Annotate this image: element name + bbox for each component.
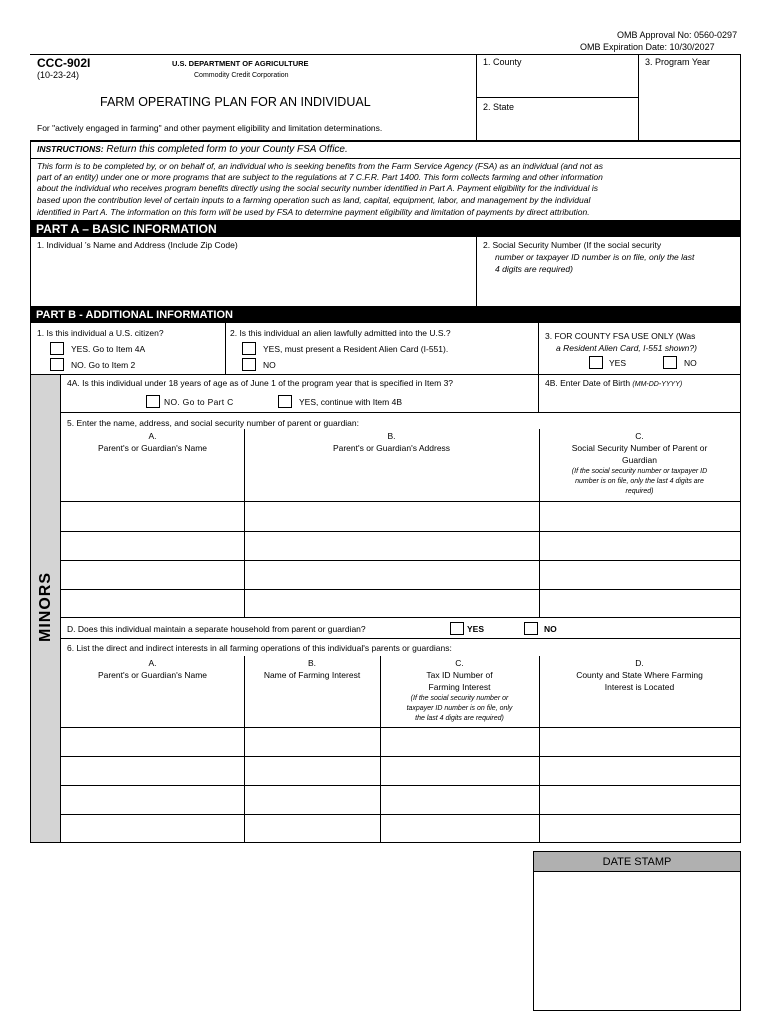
omb-expiration: OMB Expiration Date: 10/30/2027 <box>580 42 715 52</box>
rule <box>740 54 741 140</box>
q5-col-c-letter: C. <box>635 431 644 441</box>
program-year-field[interactable] <box>639 70 739 138</box>
qd-label: D. Does this individual maintain a separate household from parent or guardian? <box>67 624 366 634</box>
q2-yes-label: YES, must present a Resident Alien Card (I-551). <box>263 344 449 354</box>
form-purpose: For "actively engaged in farming" and other payment eligibility and limitation determinations. <box>37 123 383 133</box>
q5-col-a-letter: A. <box>148 431 157 441</box>
county-label: 1. County <box>483 57 522 67</box>
omb-approval: OMB Approval No: 0560-0297 <box>617 30 738 40</box>
date-of-birth-field[interactable] <box>540 391 739 410</box>
instructions-heading <box>37 145 348 155</box>
q1-yes-label: YES. Go to Item 4A <box>71 344 146 354</box>
q4a-no-label: NO. Go to Part C <box>164 397 234 407</box>
q5-col-c-note-3: required) <box>625 488 654 495</box>
instructions-line-2: part of an entity) under one or more programs that are subject to the regulations at 7 C.F.R. Part 1400. This form collects farming and other information <box>37 172 603 182</box>
q5-table-row[interactable] <box>61 532 244 560</box>
q1-yes-checkbox[interactable] <box>50 342 64 355</box>
rule <box>30 374 740 375</box>
q5-col-c-header-1: Social Security Number of Parent or <box>571 443 708 453</box>
q1-no-checkbox[interactable] <box>50 358 64 371</box>
q6-table-row[interactable] <box>61 728 244 756</box>
q4a-yes-label: YES, continue with Item 4B <box>299 397 402 407</box>
q4a-no-checkbox[interactable] <box>146 395 160 408</box>
rule <box>60 412 740 413</box>
q5-table-row[interactable] <box>61 502 244 531</box>
q6-col-c-note-2: taxpayer ID number is on file, only <box>406 705 513 712</box>
rule <box>740 140 741 843</box>
instructions-line-5: identified in Part A. The information on this form will be used by FSA to determine payment eligibility and limitation of payments by direct attribution. <box>37 207 590 217</box>
date-stamp-header <box>534 852 740 872</box>
q3-label-1: 3. FOR COUNTY FSA USE ONLY (Was <box>545 331 696 341</box>
rule <box>30 54 740 55</box>
rule <box>30 140 31 843</box>
rule <box>538 374 539 412</box>
q3-no-checkbox[interactable] <box>663 356 677 369</box>
qd-yes-checkbox[interactable] <box>450 622 464 635</box>
q6-col-c-note-3: the last 4 digits are required) <box>415 715 504 722</box>
instructions-label: INSTRUCTIONS: <box>37 144 104 154</box>
rule <box>30 158 740 159</box>
state-field[interactable] <box>477 115 637 139</box>
q2-no-label: NO <box>263 360 276 370</box>
instructions-text: Return this completed form to your County FSA Office. <box>103 144 348 155</box>
q2-label: 2. Is this individual an alien lawfully admitted into the U.S.? <box>230 328 451 338</box>
rule <box>30 141 740 142</box>
individual-name-address-field[interactable] <box>31 252 475 304</box>
q4b-format: (MM-DD-YYYY) <box>632 381 683 388</box>
q4a-label: 4A. Is this individual under 18 years of age as of June 1 of the program year that is specified in Item 3? <box>67 378 454 388</box>
qd-no-checkbox[interactable] <box>524 622 538 635</box>
rule <box>60 617 740 618</box>
q5-col-a-header: Parent's or Guardian's Name <box>97 443 208 453</box>
q4a-yes-checkbox[interactable] <box>278 395 292 408</box>
instructions-line-4: based upon the contribution level of certain inputs to a farming operation such as land, capital, equipment, labor, and management by the individual <box>37 195 591 205</box>
q6-col-a-header: Parent's or Guardian's Name <box>97 670 208 680</box>
q6-table-row[interactable] <box>61 815 244 842</box>
q6-col-c-header-1: Tax ID Number of <box>426 670 493 680</box>
instructions-line-3: about the individual who receives program benefits directly using the social security number identified in Part A. Payment eligibility for the individual is <box>37 183 598 193</box>
q6-col-c-letter: C. <box>455 658 464 668</box>
q3-no-label: NO <box>684 358 697 368</box>
q6-col-c-note-1: (If the social security number or <box>410 695 509 702</box>
date-stamp-box <box>533 851 741 1011</box>
q4b-label <box>545 379 682 388</box>
part-b-heading: PART B - ADDITIONAL INFORMATION <box>36 309 233 321</box>
county-field[interactable] <box>477 70 637 96</box>
q3-yes-label: YES <box>609 358 627 368</box>
agency: U.S. DEPARTMENT OF AGRICULTURE <box>172 59 309 68</box>
q6-col-b-header: Name of Farming Interest <box>263 670 361 680</box>
q1-label: 1. Is this individual a U.S. citizen? <box>37 328 164 338</box>
q5-col-b-header: Parent's or Guardian's Address <box>332 443 451 453</box>
q2-yes-checkbox[interactable] <box>242 342 256 355</box>
ssn-label-3: 4 digits are required) <box>495 264 573 274</box>
q1-no-label: NO. Go to Item 2 <box>71 360 136 370</box>
q5-table-row[interactable] <box>61 590 244 617</box>
q5-col-b-letter: B. <box>387 431 396 441</box>
q6-col-d-letter: D. <box>635 658 644 668</box>
form-date: (10-23-24) <box>37 70 80 80</box>
q2-no-checkbox[interactable] <box>242 358 256 371</box>
qd-yes-label: YES <box>467 624 485 634</box>
q3-label-2: a Resident Alien Card, I-551 shown?) <box>556 343 697 353</box>
rule <box>225 323 226 374</box>
form-number: CCC-902I <box>37 56 91 70</box>
part-b-bar <box>30 306 740 323</box>
q6-col-c-header-2: Farming Interest <box>428 682 491 692</box>
q6-col-d-header-2: Interest is Located <box>604 682 675 692</box>
q5-table-row[interactable] <box>61 561 244 589</box>
q6-col-d-header-1: County and State Where Farming <box>576 670 703 680</box>
sub-agency: Commodity Credit Corporation <box>194 72 289 79</box>
instructions-line-1: This form is to be completed by, or on behalf of, an individual who is seeking benefits from the Farm Service Agency (FSA) as an individual (and not as <box>37 161 604 171</box>
individual-name-label: 1. Individual ’s Name and Address (Include Zip Code) <box>37 240 238 250</box>
ssn-label-2: number or taxpayer ID number is on file, only the last <box>495 252 695 262</box>
rule <box>60 638 740 639</box>
part-a-bar <box>30 220 740 237</box>
q5-label: 5. Enter the name, address, and social security number of parent or guardian: <box>67 418 359 428</box>
q6-label: 6. List the direct and indirect interests in all farming operations of this individual's parents or guardians: <box>67 643 452 653</box>
date-stamp-label: DATE STAMP <box>602 856 672 868</box>
q5-col-c-note-1: (If the social security number or taxpayer ID <box>571 468 708 475</box>
rule <box>30 842 741 843</box>
form-title: FARM OPERATING PLAN FOR AN INDIVIDUAL <box>100 95 371 109</box>
q6-table-row[interactable] <box>61 786 244 814</box>
q6-col-b-letter: B. <box>307 658 317 668</box>
q5-col-c-note-2: number is on file, only the last 4 digits are <box>575 478 704 485</box>
q3-yes-checkbox[interactable] <box>589 356 603 369</box>
q6-table-row[interactable] <box>61 757 244 785</box>
program-year-label: 3. Program Year <box>645 57 711 67</box>
rule <box>538 323 539 374</box>
q4b-text: 4B. Enter Date of Birth <box>545 378 631 388</box>
q5-col-c-header-2: Guardian <box>622 455 657 465</box>
ssn-field[interactable] <box>477 277 739 304</box>
part-a-heading: PART A – BASIC INFORMATION <box>36 222 217 236</box>
qd-no-label: NO <box>544 624 557 634</box>
ssn-label-1: 2. Social Security Number (If the social security <box>483 240 662 250</box>
q6-col-a-letter: A. <box>148 658 157 668</box>
state-label: 2. State <box>483 102 515 112</box>
rule <box>476 97 638 98</box>
minors-label: MINORS <box>37 572 54 642</box>
